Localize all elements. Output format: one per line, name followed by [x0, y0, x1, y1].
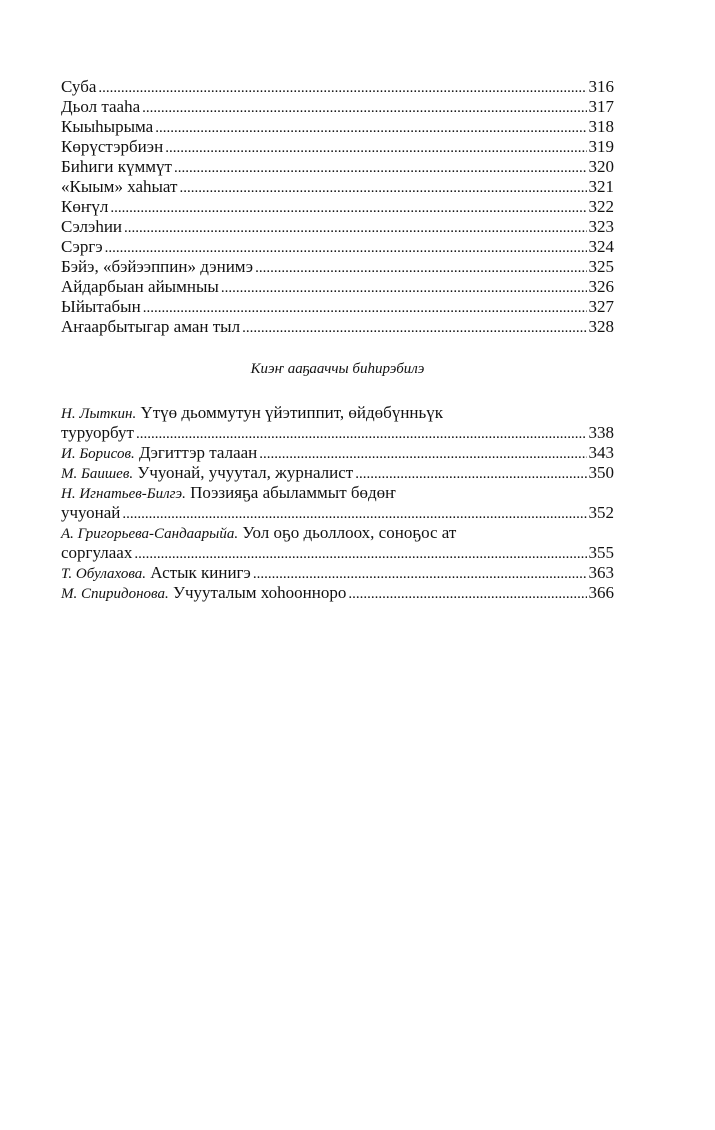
entry-title: Уол оҕо дьоллоох, соноҕос ат: [242, 523, 457, 542]
entry-last-line: [61, 503, 614, 523]
entry-title-continuation: учуонай: [61, 503, 121, 522]
toc-entry-multiline: [61, 403, 614, 443]
entry-author: Т. Обулахова.: [61, 566, 146, 582]
entry-title: Поэзияҕа абыламмыт бөдөҥ: [190, 483, 396, 502]
entry-title: Дэгиттэр талаан: [138, 443, 258, 462]
entry-title-group: [61, 583, 346, 604]
toc-entry: [61, 583, 614, 603]
entry-title: Айдарбыан айымныы: [61, 277, 219, 296]
toc-entry: [61, 563, 614, 583]
page-number: 326: [588, 277, 614, 296]
dot-leader: [255, 258, 586, 278]
page-number: 366: [588, 583, 614, 602]
dot-leader: [348, 584, 586, 604]
dot-leader: [221, 278, 587, 298]
toc-entry: [61, 463, 614, 483]
entry-title: Учуонай, учуутал, журналист: [137, 463, 354, 482]
entry-title: Үтүө дьоммутун үйэтиппит, өйдөбүнньүк: [140, 403, 444, 422]
page-number: 343: [588, 443, 614, 462]
toc-entry: [61, 117, 614, 137]
dot-leader: [110, 198, 586, 218]
page-number: 350: [588, 463, 614, 482]
dot-leader: [253, 564, 587, 584]
entry-title-group: [61, 443, 257, 464]
dot-leader: [355, 464, 586, 484]
dot-leader: [143, 298, 587, 318]
entry-title: Сэлэһии: [61, 217, 123, 236]
entry-first-line: [61, 403, 614, 423]
page-number: 321: [588, 177, 614, 196]
entry-title: Дьол тааһа: [61, 97, 141, 116]
page-number: 318: [588, 117, 614, 136]
entry-last-line: [61, 543, 614, 563]
entry-author: Н. Игнатьев-Билгэ.: [61, 486, 186, 502]
page-number: 320: [588, 157, 614, 176]
page-number: 363: [588, 563, 614, 582]
entry-author: Н. Лыткин.: [61, 406, 137, 422]
entry-title: Кыыһырыма: [61, 117, 154, 136]
page-number: 324: [588, 237, 614, 256]
section-heading: Киэҥ ааҕааччы биһирэбилэ: [250, 361, 425, 377]
table-of-contents: [61, 77, 614, 603]
entry-title-group: [61, 563, 251, 584]
toc-entry-multiline: [61, 523, 614, 563]
entry-title: Астык кинигэ: [150, 563, 251, 582]
dot-leader: [122, 504, 586, 524]
entry-title: Аҥаарбытыгар аман тыл: [61, 317, 241, 336]
entry-title: «Кыым» хаһыат: [61, 177, 178, 196]
page-number: 328: [588, 317, 614, 336]
entry-title-continuation: туруорбут: [61, 423, 134, 442]
toc-entry: [61, 443, 614, 463]
page-number: 317: [588, 97, 614, 116]
toc-entry: [61, 317, 614, 337]
dot-leader: [165, 138, 586, 158]
toc-entry: [61, 277, 614, 297]
entry-last-line: [61, 423, 614, 443]
toc-entry: [61, 297, 614, 317]
toc-entry: [61, 197, 614, 217]
dot-leader: [174, 158, 587, 178]
toc-entry-multiline: [61, 483, 614, 523]
entry-title: Ыйытабын: [61, 297, 141, 316]
entry-title: Көҥүл: [61, 197, 109, 216]
entry-author: А. Григорьева-Сандаарыйа.: [61, 526, 239, 542]
page-number: 316: [588, 77, 614, 96]
entry-title: Көрүстэрбиэн: [61, 137, 164, 156]
entry-title: Биһиги күммүт: [61, 157, 172, 176]
dot-leader: [98, 78, 586, 98]
page-number: 319: [588, 137, 614, 156]
entry-author: М. Спиридонова.: [61, 586, 169, 602]
page-number: 323: [588, 217, 614, 236]
page-number: 355: [588, 543, 614, 562]
dot-leader: [242, 318, 586, 338]
toc-entry: [61, 77, 614, 97]
entry-title: Учууталым хоһоонноро: [172, 583, 347, 602]
toc-entry: [61, 97, 614, 117]
dot-leader: [142, 98, 586, 118]
entry-title: Бэйэ, «бэйээппин» дэнимэ: [61, 257, 254, 276]
page-number: 338: [588, 423, 614, 442]
entry-author: М. Баишев.: [61, 466, 134, 482]
dot-leader: [136, 424, 587, 444]
page-number: 325: [588, 257, 614, 276]
toc-entry: [61, 177, 614, 197]
entry-title-group: [61, 463, 353, 484]
toc-entry: [61, 217, 614, 237]
toc-entry: [61, 157, 614, 177]
entry-first-line: [61, 523, 614, 543]
toc-entry: [61, 137, 614, 157]
page-number: 322: [588, 197, 614, 216]
dot-leader: [179, 178, 586, 198]
toc-entry: [61, 257, 614, 277]
page-number: 352: [588, 503, 614, 522]
dot-leader: [124, 218, 586, 238]
entry-title: Сэргэ: [61, 237, 103, 256]
entry-first-line: [61, 483, 614, 503]
toc-entry: [61, 237, 614, 257]
dot-leader: [105, 238, 587, 258]
dot-leader: [259, 444, 586, 464]
entry-title: Суба: [61, 77, 97, 96]
entry-title-continuation: соргулаах: [61, 543, 133, 562]
entry-author: И. Борисов.: [61, 446, 135, 462]
dot-leader: [134, 544, 586, 564]
page-number: 327: [588, 297, 614, 316]
dot-leader: [155, 118, 586, 138]
